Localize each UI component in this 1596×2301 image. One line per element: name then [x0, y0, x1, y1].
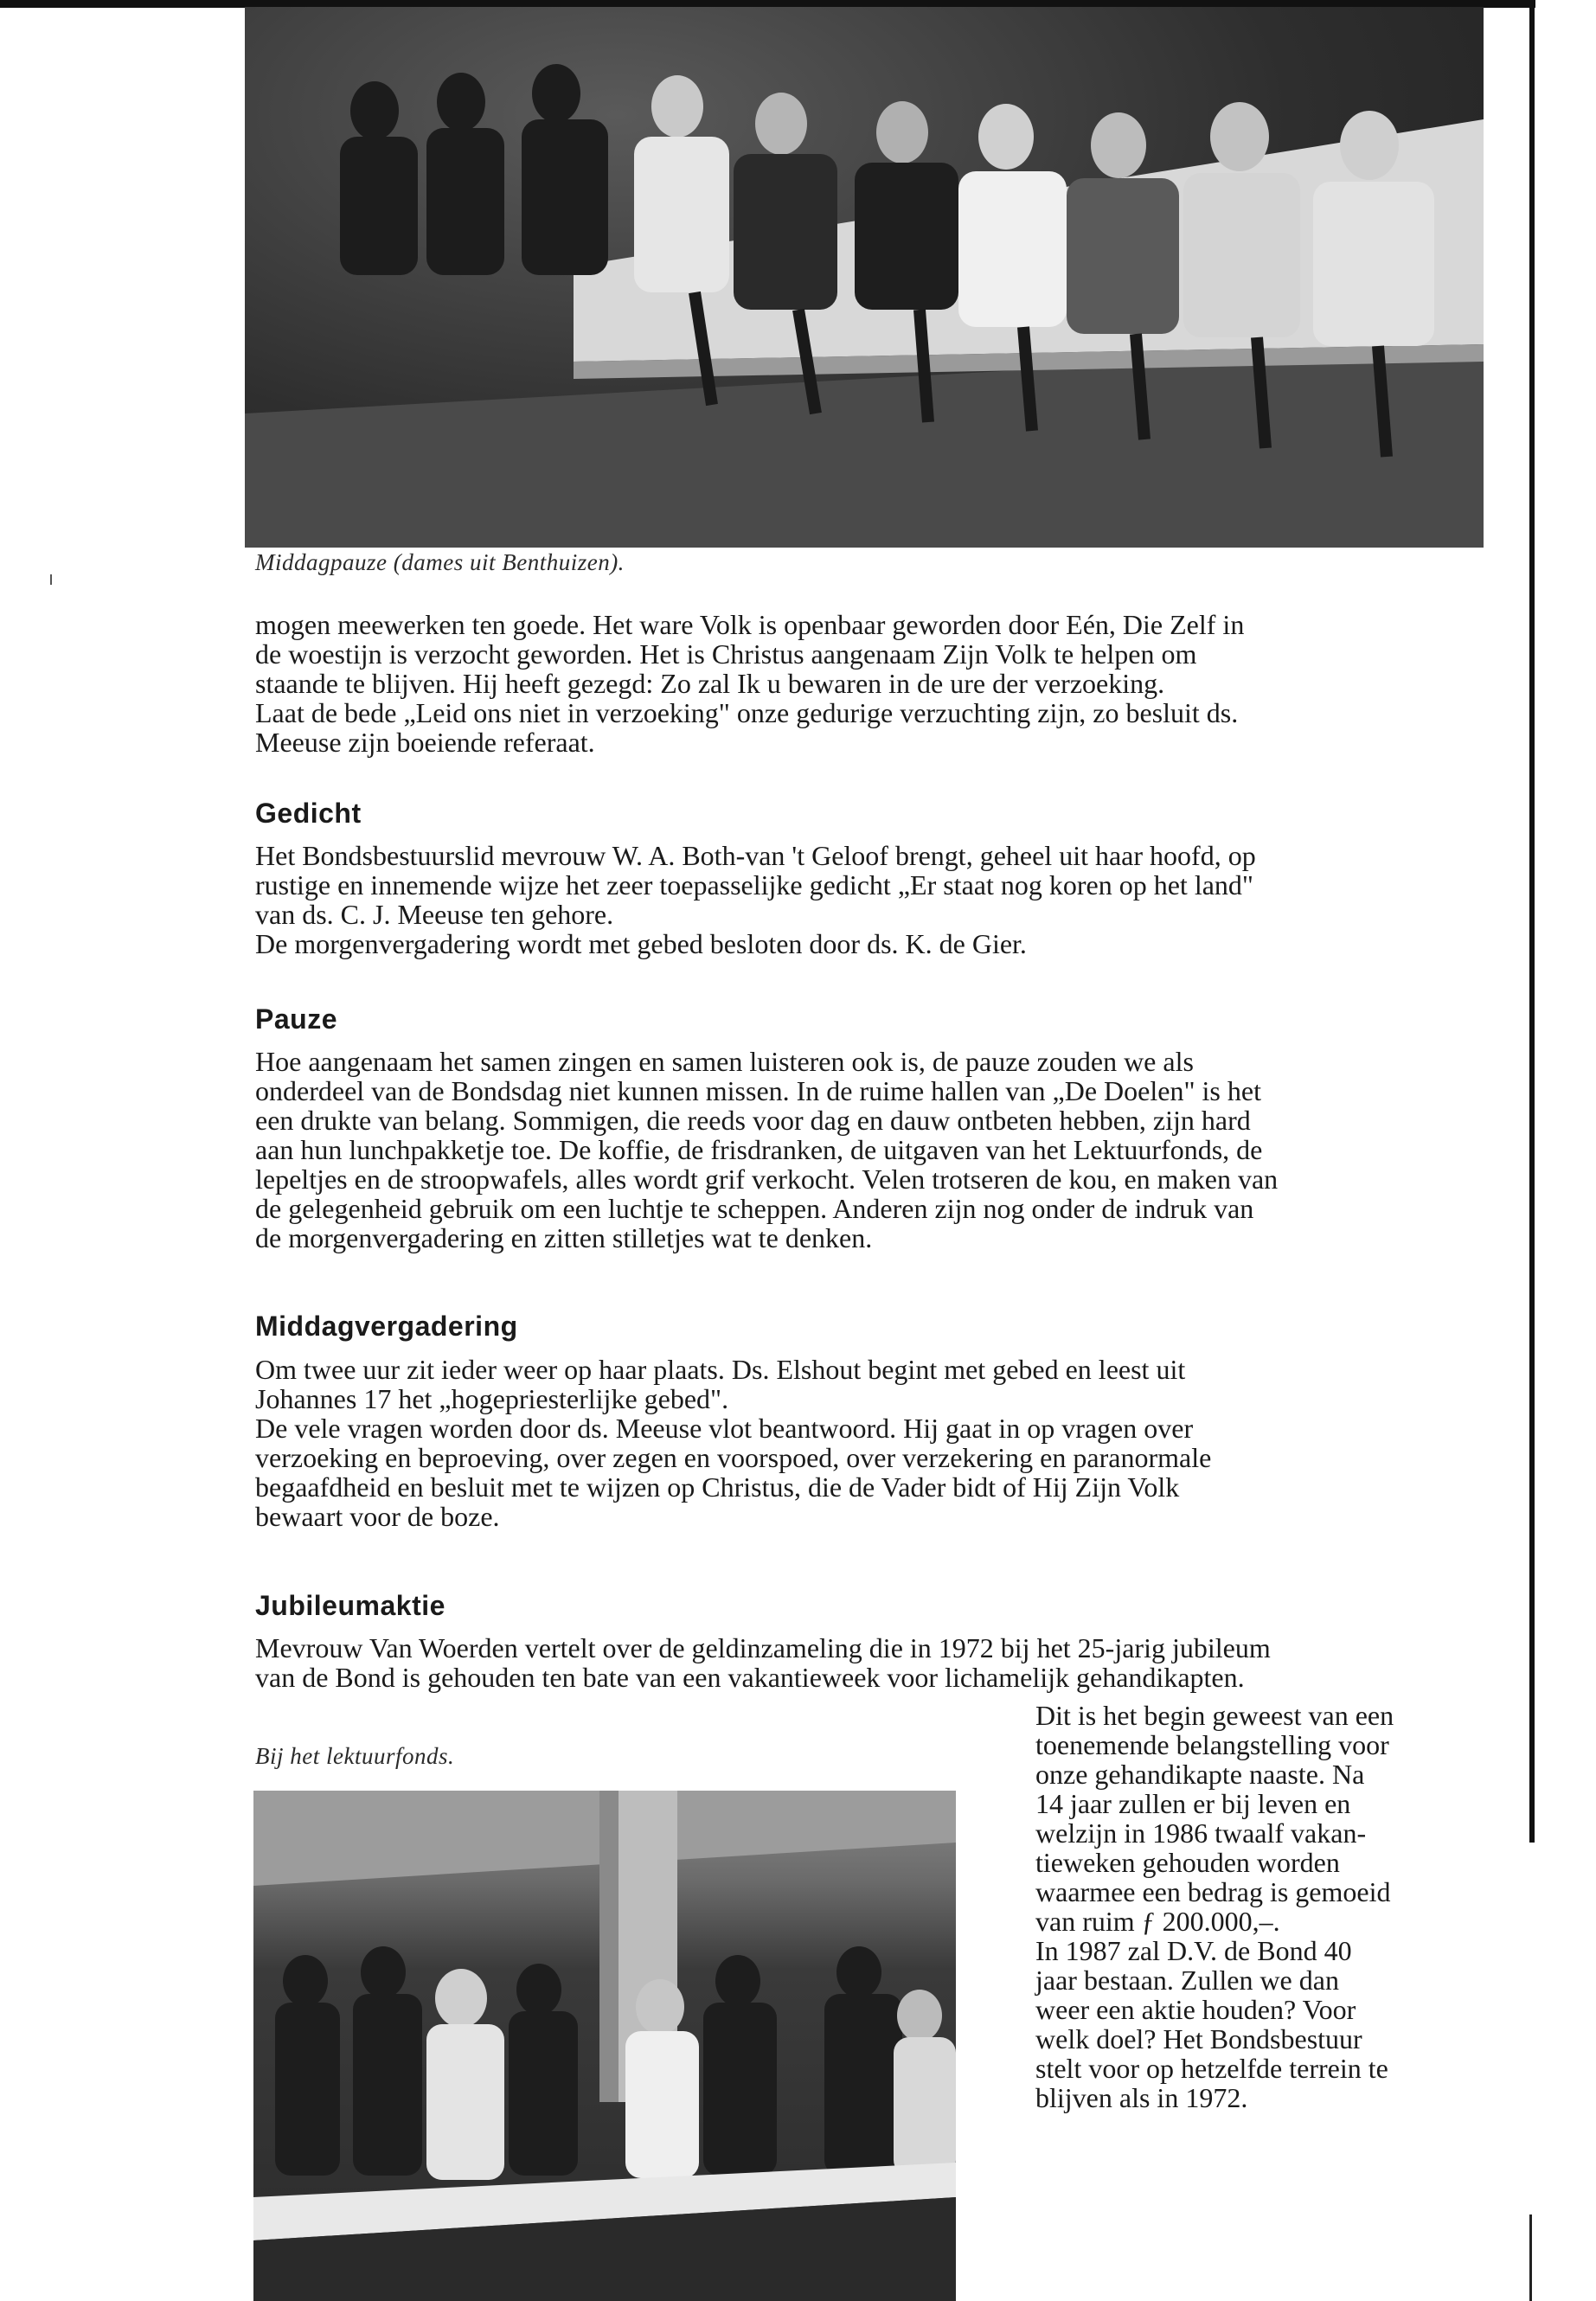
text-line: Hoe aangenaam het samen zingen en samen luisteren ook is, de pauze zouden we als — [255, 1046, 1194, 1077]
text-line: van ds. C. J. Meeuse ten gehore. — [255, 899, 614, 930]
text-line: 14 jaar zullen er bij leven en — [1035, 1788, 1351, 1819]
text-line: van ruim ƒ 200.000,–. — [1035, 1906, 1280, 1937]
text-line: de woestijn is verzocht geworden. Het is Christus aangenaam Zijn Volk te helpen om — [255, 638, 1197, 670]
text-line: jaar bestaan. Zullen we dan — [1035, 1965, 1339, 1996]
text-line: Mevrouw Van Woerden vertelt over de geldinzameling die in 1972 bij het 25-jarig jubileum — [255, 1632, 1271, 1663]
text-line: mogen meewerken ten goede. Het ware Volk is openbaar geworden door Eén, Die Zelf in — [255, 609, 1245, 640]
text-line: de morgenvergadering en zitten stilletjes wat te denken. — [255, 1222, 873, 1253]
gedicht-paragraph — [255, 841, 1479, 958]
photo-caption: Bij het lektuurfonds. — [255, 1743, 455, 1769]
text-line: rustige en innemende wijze het zeer toepasselijke gedicht „Er staat nog koren op het land" — [255, 869, 1253, 901]
text-line: aan hun lunchpakketje toe. De koffie, de frisdranken, de uitgaven van het Lektuurfonds, de — [255, 1134, 1263, 1165]
text-line: een drukte van belang. Sommigen, die reeds voor dag en dauw ontbeten hebben, zijn hard — [255, 1105, 1251, 1136]
right-edge-rule — [1529, 0, 1535, 1843]
middag-paragraph — [255, 1355, 1479, 1531]
text-line: lepeltjes en de stroopwafels, alles wordt grif verkocht. Velen trotseren de kou, en maken van — [255, 1163, 1279, 1195]
text-line: Meeuse zijn boeiende referaat. — [255, 727, 595, 758]
pauze-paragraph — [255, 1047, 1479, 1253]
text-line: Johannes 17 het „hogepriesterlijke gebed". — [255, 1383, 729, 1414]
text-line: staande te blijven. Hij heeft gezegd: Zo zal Ik u bewaren in de ure der verzoeking. — [255, 668, 1165, 699]
text-line: onderdeel van de Bondsdag niet kunnen missen. In de ruime hallen van „De Doelen" is het — [255, 1075, 1261, 1106]
text-line: toenemende belangstelling voor — [1035, 1729, 1389, 1760]
intro-paragraph — [255, 610, 1479, 757]
jubileum-side-column — [1035, 1701, 1481, 2112]
section-heading-jubileumaktie: Jubileumaktie — [255, 1590, 445, 1621]
text-line: blijven als in 1972. — [1035, 2082, 1248, 2113]
text-line: Het Bondsbestuurslid mevrouw W. A. Both-van 't Geloof brengt, geheel uit haar hoofd, op — [255, 840, 1256, 871]
photo-caption: Middagpauze (dames uit Benthuizen). — [255, 549, 625, 575]
text-line: waarmee een bedrag is gemoeid — [1035, 1876, 1391, 1907]
right-edge-rule-bottom — [1529, 2214, 1532, 2301]
text-line: De morgenvergadering wordt met gebed besloten door ds. K. de Gier. — [255, 928, 1027, 959]
jubileum-paragraph — [255, 1633, 1479, 1692]
photo-middagpauze-illustration — [245, 7, 1484, 548]
text-line: welk doel? Het Bondsbestuur — [1035, 2023, 1362, 2054]
text-line: De vele vragen worden door ds. Meeuse vlot beantwoord. Hij gaat in op vragen over — [255, 1413, 1194, 1444]
text-line: Laat de bede „Leid ons niet in verzoeking" onze gedurige verzuchting zijn, zo besluit ds. — [255, 697, 1239, 728]
photo-lektuurfonds-illustration — [253, 1791, 956, 2301]
text-line: weer een aktie houden? Voor — [1035, 1994, 1356, 2025]
photo-middagpauze — [245, 7, 1484, 548]
margin-mark — [50, 574, 52, 585]
section-heading-pauze: Pauze — [255, 1003, 337, 1035]
text-line: Om twee uur zit ieder weer op haar plaats. Ds. Elshout begint met gebed en leest uit — [255, 1354, 1186, 1385]
section-heading-middagvergadering: Middagvergadering — [255, 1311, 518, 1342]
text-line: stelt voor op hetzelfde terrein te — [1035, 2053, 1388, 2084]
text-line: tieweken gehouden worden — [1035, 1847, 1340, 1878]
section-heading-gedicht: Gedicht — [255, 798, 362, 829]
text-line: In 1987 zal D.V. de Bond 40 — [1035, 1935, 1352, 1966]
text-line: begaafdheid en besluit met te wijzen op Christus, die de Vader bidt of Hij Zijn Volk — [255, 1471, 1180, 1503]
text-line: van de Bond is gehouden ten bate van een vakantieweek voor lichamelijk gehandikapten. — [255, 1662, 1245, 1693]
text-line: de gelegenheid gebruik om een luchtje te scheppen. Anderen zijn nog onder de indruk van — [255, 1193, 1254, 1224]
text-line: bewaart voor de boze. — [255, 1501, 500, 1532]
photo-lektuurfonds — [253, 1791, 956, 2301]
text-line: welzijn in 1986 twaalf vakan- — [1035, 1817, 1367, 1849]
text-line: verzoeking en beproeving, over zegen en voorspoed, over verzekering en paranormale — [255, 1442, 1212, 1473]
text-line: onze gehandikapte naaste. Na — [1035, 1759, 1365, 1790]
text-line: Dit is het begin geweest van een — [1035, 1700, 1394, 1731]
